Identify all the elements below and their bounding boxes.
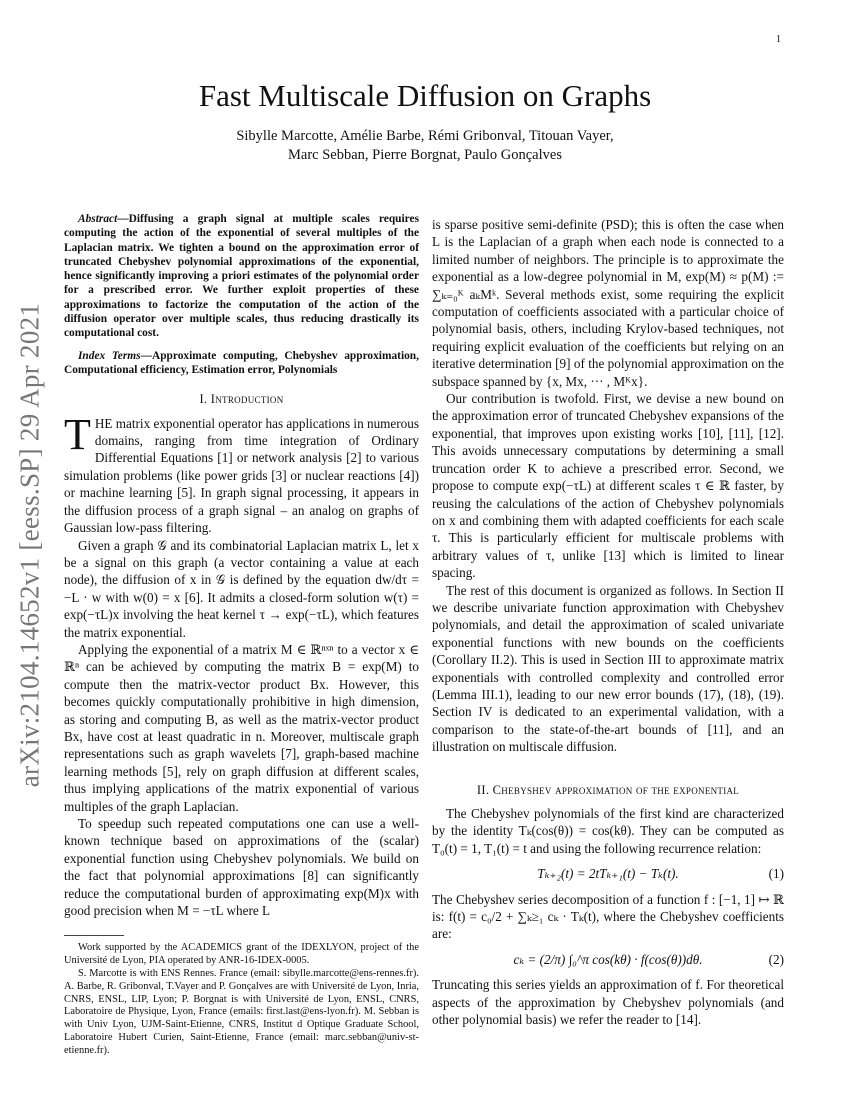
footnote-rule <box>64 935 124 936</box>
footnote-funding: Work supported by the ACADEMICS grant of the IDEXLYON, project of the Université de Lyon, PIA operated by ANR-16-IDEX-0005. <box>64 942 419 967</box>
index-terms-label: Index Terms <box>78 349 141 362</box>
abstract-text: —Diffusing a graph signal at multiple scales requires computing the action of the exponential of several multiples of the Laplacian matrix. We tighten a bound on the approximation error of truncated Chebyshev polynomial approximations of the exponential, hence significantly improving a priori estimates of the polynomial order for a prescribed error. We further exploit properties of these approximations to factorize the computation of the action of the diffusion operator over multiple scales, thus reducing drastically its computational cost. <box>64 213 419 340</box>
equation-2-number: (2) <box>768 951 784 967</box>
section2-paragraph-3: Truncating this series yields an approximation of f. For theoretical aspects of the approximation by Chebyshev polynomials (and other polynomial basis) we refer the reader to [14]. <box>432 977 784 1028</box>
intro-paragraph-1 <box>64 409 419 537</box>
arxiv-id: arXiv:2104.14652v1 [eess.SP] 29 Apr 2021 <box>14 302 45 788</box>
authors-line-2: Marc Sebban, Pierre Borgnat, Paulo Gonçalves <box>288 147 562 163</box>
right-column <box>432 216 784 1028</box>
right-paragraph-2: Our contribution is twofold. First, we devise a new bound on the approximation error of truncated Chebyshev expansions of the exponential, that improves upon existing works [10], [11], [12]. This avoids unnecessary computations by determining a small truncation order K to achieve a prescribed error. Second, we propose to compute exp(−τL) at different scales τ ∈ ℝ faster, by reusing the calculations of the action of Chebyshev polynomials on x and combining them with adapted coefficients for each scale τ. This is particularly efficient for multiscale problems with arbitrary values of τ, unlike [13] which is limited to linear spacing. <box>432 391 784 581</box>
intro-paragraph-4: To speedup such repeated computations one can use a well-known technique based on approximations of the (scalar) exponential function using Chebyshev polynomials. We build on the fact that polynomial approximations [8] can significantly reduce the computational burden of approximating exp(M)x with good precision when M = −τL where L <box>64 816 419 919</box>
equation-1-body: Tₖ₊₂(t) = 2tTₖ₊₁(t) − Tₖ(t). <box>537 866 679 882</box>
equation-2 <box>432 951 784 968</box>
abstract-label: Abstract <box>78 213 118 225</box>
drop-cap: T <box>64 409 91 459</box>
equation-1 <box>432 865 784 882</box>
intro-paragraph-3: Applying the exponential of a matrix M ∈ ℝⁿˣⁿ to a vector x ∈ ℝⁿ can be achieved by computing the matrix B = exp(M) to compute then the matrix-vector product Bx. However, this becomes quickly computationally prohibitive in high dimension, as storing and computing B, as well as the matrix-vector product Bx, have cost at least quadratic in n. Moreover, multiscale graph representations such as graph wavelets [7], graph-based machine learning methods [5], rely on graph diffusion at different scales, thus implying applications of the matrix exponential of various multiples of the graph Laplacian. <box>64 641 419 814</box>
intro-paragraph-1-text: HE matrix exponential operator has applications in numerous domains, ranging from time integration of Ordinary Differential Equations [1] or network analysis [2] to various simulation problems (like power grids [3] or nuclear reactions [4]) or machine learning [5]. In graph signal processing, it appears in the diffusion process of a graph signal – an analog on graphs of Gaussian low-pass filtering. <box>64 415 419 536</box>
section2-paragraph-2: The Chebyshev series decomposition of a function f : [−1, 1] ↦ ℝ is: f(t) = c₀/2 + ∑ₖ≥₁ cₖ · Tₖ(t), where the Chebyshev coefficients are: <box>432 891 784 942</box>
section-heading-introduction: I. Introduction <box>199 392 284 407</box>
index-terms <box>64 349 419 378</box>
author-list <box>0 127 850 165</box>
authors-line-1: Sibylle Marcotte, Amélie Barbe, Rémi Gribonval, Titouan Vayer, <box>236 128 614 144</box>
index-terms-text: —Approximate computing, Chebyshev approximation, Computational efficiency, Estimation error, Polynomials <box>64 349 419 376</box>
section2-paragraph-1: The Chebyshev polynomials of the first kind are characterized by the identity Tₖ(cos(θ)) = cos(kθ). They can be computed as T₀(t) = 1, T₁(t) = t and using the following recurrence relation: <box>432 806 784 856</box>
section-heading-chebyshev: II. Chebyshev approximation of the exponential <box>476 782 740 797</box>
right-paragraph-3: The rest of this document is organized as follows. In Section II we describe univariate function approximation with Chebyshev polynomials, and detail the approximation of scaled univariate exponential functions with new bounds on the coefficients (Corollary II.2). This is used in Section III to approximate matrix exponentials with controlled complexity and controlled error (Lemma III.1), leading to our new error bounds (17), (18), (19). Section IV is dedicated to an experimental validation, with a comparison to the state-of-the-art bounds of [11], and an illustration on multiscale diffusion. <box>432 582 784 755</box>
intro-paragraph-2: Given a graph 𝒢 and its combinatorial Laplacian matrix L, let x be a signal on this graph (a vector containing a value at each node), the diffusion of x in 𝒢 is defined by the equation dw/dτ = −L · w with w(0) = x [6]. It admits a closed-form solution w(τ) = exp(−τL)x involving the heat kernel τ → exp(−τL), which features the matrix exponential. <box>64 537 419 640</box>
abstract <box>64 212 419 341</box>
footnote-affiliations: S. Marcotte is with ENS Rennes. France (email: sibylle.marcotte@ens-rennes.fr). A. Barbe, R. Gribonval, T.Vayer and P. Gonçalves are with Université de Lyon, Inria, CNRS, ENSL, LIP, Lyon; P. Borgnat is with Université de Lyon, ENSL, CNRS, Laboratoire de Physique, Lyon, France (emails: first.last@ens-lyon.fr). M. Sebban is with Univ Lyon, UJM-Saint-Etienne, CNRS, Institut d Optique Graduate School, Laboratoire Hubert Curien, Saint-Etienne, France (email: marc.sebban@univ-st-etienne.fr). <box>64 968 419 1056</box>
page-number: 1 <box>776 34 781 45</box>
right-paragraph-1: is sparse positive semi-definite (PSD); this is often the case when L is the Laplacian of a graph when each node is connected to a limited number of neighbors. The principle is to approximate the exponential as a low-degree polynomial in M, exp(M) ≈ p(M) := ∑ₖ₌₀ᴷ aₖMᵏ. Several methods exist, some requiring the explicit computation of coefficients associated with a particular choice of polynomial basis, others, including Krylov-based techniques, not requiring explicit evaluation of the coefficients but relying on an iterative determination [9] of the polynomial approximation on the subspace spanned by {x, Mx, ··· , Mᴷx}. <box>432 217 784 389</box>
left-column <box>64 212 419 1058</box>
equation-2-body: cₖ = (2/π) ∫₀^π cos(kθ) · f(cos(θ))dθ. <box>513 951 703 967</box>
arxiv-sidebar-stamp <box>5 292 55 798</box>
equation-1-number: (1) <box>768 866 784 882</box>
paper-title: Fast Multiscale Diffusion on Graphs <box>198 78 652 113</box>
